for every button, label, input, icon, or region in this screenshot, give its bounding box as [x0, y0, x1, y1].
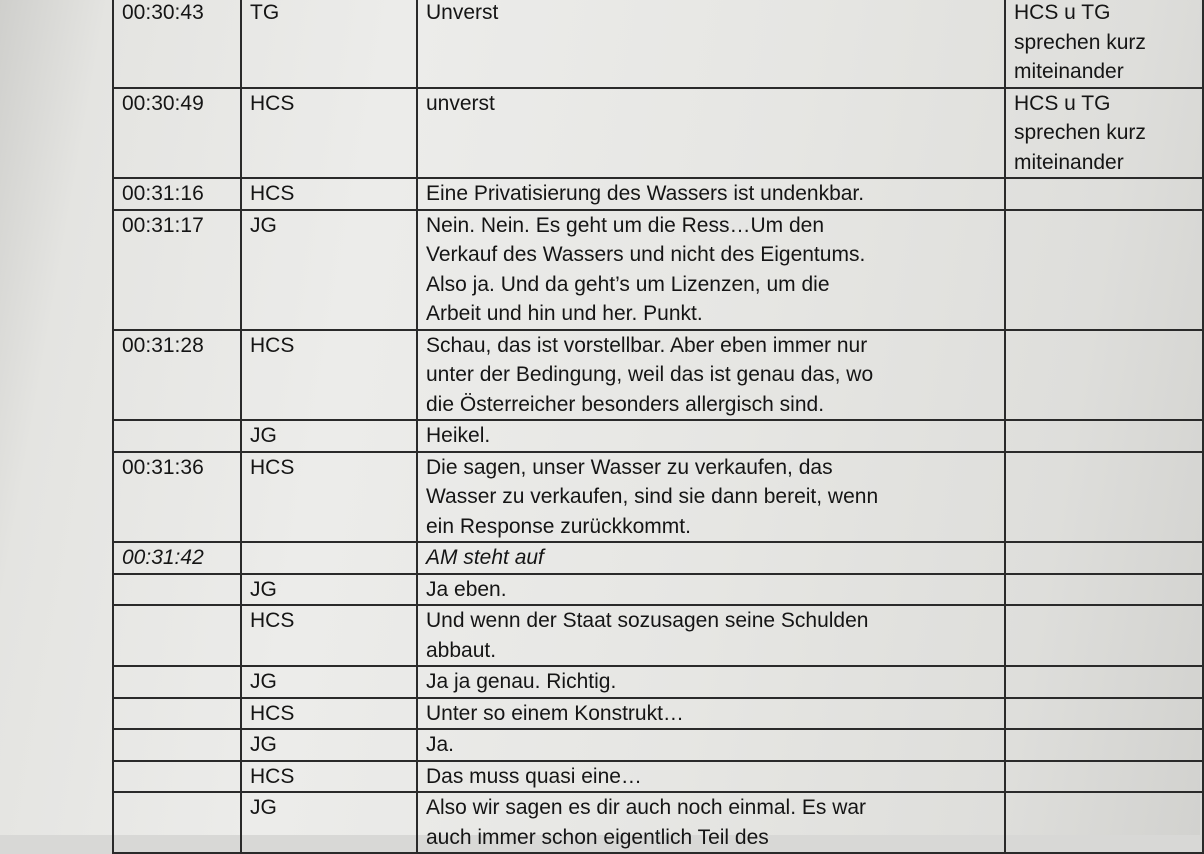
remark-line: miteinander	[1014, 150, 1124, 174]
table-row	[113, 542, 1203, 574]
speaker-cell: HCS	[241, 452, 417, 543]
timestamp-cell: 00:31:28	[113, 330, 241, 421]
utterance-line: Das muss quasi eine…	[426, 764, 642, 788]
remark-cell	[1005, 178, 1203, 210]
utterance-line: Nein. Nein. Es geht um die Ress…Um den	[426, 213, 825, 237]
utterance-cell	[417, 729, 1005, 761]
timestamp-cell	[113, 792, 241, 853]
utterance-line: Wasser zu verkaufen, sind sie dann bereit, wenn	[426, 485, 879, 508]
utterance-line: unverst	[426, 91, 495, 115]
timestamp-cell: 00:30:49	[113, 88, 241, 179]
table-row	[113, 178, 1203, 210]
speaker-cell: JG	[241, 574, 417, 606]
table-row	[113, 698, 1203, 730]
timestamp-cell	[113, 574, 241, 606]
utterance-cell	[417, 574, 1005, 606]
speaker-cell: HCS	[241, 698, 417, 730]
remark-line: sprechen kurz	[1014, 30, 1146, 54]
utterance-cell	[417, 330, 1005, 421]
transcript-body	[113, 0, 1203, 853]
utterance-line: abbaut.	[426, 638, 497, 662]
speaker-cell: HCS	[241, 178, 417, 210]
remark-line: sprechen kurz	[1014, 121, 1146, 144]
speaker-cell: TG	[241, 0, 417, 88]
timestamp-cell: 00:31:42	[113, 542, 241, 574]
remark-line: HCS u TG	[1014, 91, 1111, 115]
timestamp-cell: 00:31:17	[113, 210, 241, 330]
utterance-line: ein Response zurückkommt.	[426, 514, 691, 538]
timestamp-cell	[113, 420, 241, 452]
utterance-line: auch immer schon eigentlich Teil des	[426, 825, 769, 849]
timestamp-cell	[113, 729, 241, 761]
remark-cell	[1005, 0, 1203, 88]
speaker-cell	[241, 542, 417, 574]
speaker-cell: JG	[241, 729, 417, 761]
remark-cell	[1005, 452, 1203, 543]
utterance-line: Also ja. Und da geht’s um Lizenzen, um die	[426, 272, 830, 296]
remark-cell	[1005, 88, 1203, 179]
remark-line: miteinander	[1014, 60, 1124, 83]
table-row	[113, 88, 1203, 179]
speaker-cell: JG	[241, 210, 417, 330]
utterance-line: Also wir sagen es dir auch noch einmal. Es war	[426, 796, 867, 819]
transcript-table	[112, 0, 1204, 854]
remark-cell	[1005, 792, 1203, 853]
utterance-cell	[417, 761, 1005, 793]
speaker-cell: JG	[241, 792, 417, 853]
utterance-cell	[417, 420, 1005, 452]
speaker-cell: JG	[241, 666, 417, 698]
remark-cell	[1005, 605, 1203, 666]
utterance-line: Die sagen, unser Wasser zu verkaufen, das	[426, 455, 833, 479]
utterance-cell	[417, 210, 1005, 330]
table-row	[113, 330, 1203, 421]
utterance-line: Verkauf des Wassers und nicht des Eigentums.	[426, 243, 866, 266]
utterance-line: Und wenn der Staat sozusagen seine Schulden	[426, 609, 869, 632]
table-row	[113, 420, 1203, 452]
remark-cell	[1005, 542, 1203, 574]
remark-cell	[1005, 210, 1203, 330]
speaker-cell: HCS	[241, 761, 417, 793]
timestamp-cell	[113, 698, 241, 730]
speaker-cell: HCS	[241, 605, 417, 666]
table-row	[113, 666, 1203, 698]
utterance-line: AM steht auf	[426, 546, 544, 569]
remark-cell	[1005, 698, 1203, 730]
table-row	[113, 0, 1203, 88]
utterance-cell	[417, 0, 1005, 88]
remark-cell	[1005, 420, 1203, 452]
remark-cell	[1005, 761, 1203, 793]
utterance-line: Unter so einem Konstrukt…	[426, 701, 684, 725]
remark-cell	[1005, 666, 1203, 698]
remark-cell	[1005, 574, 1203, 606]
utterance-line: die Österreicher besonders allergisch sind.	[426, 392, 825, 416]
utterance-cell	[417, 698, 1005, 730]
speaker-cell: HCS	[241, 330, 417, 421]
utterance-line: Ja.	[426, 733, 455, 756]
timestamp-cell: 00:30:43	[113, 0, 241, 88]
remark-line: HCS u TG	[1014, 1, 1111, 24]
timestamp-cell	[113, 605, 241, 666]
utterance-cell	[417, 666, 1005, 698]
utterance-cell	[417, 605, 1005, 666]
utterance-line: Arbeit und hin und her. Punkt.	[426, 302, 703, 325]
table-row	[113, 761, 1203, 793]
table-row	[113, 210, 1203, 330]
timestamp-cell: 00:31:36	[113, 452, 241, 543]
table-row	[113, 574, 1203, 606]
speaker-cell: JG	[241, 420, 417, 452]
utterance-line: Ja eben.	[426, 577, 507, 601]
remark-cell	[1005, 729, 1203, 761]
table-row	[113, 729, 1203, 761]
utterance-cell	[417, 88, 1005, 179]
table-row	[113, 792, 1203, 853]
timestamp-cell	[113, 666, 241, 698]
utterance-cell	[417, 178, 1005, 210]
utterance-line: Eine Privatisierung des Wassers ist undenkbar.	[426, 182, 865, 205]
utterance-cell	[417, 792, 1005, 853]
table-row	[113, 452, 1203, 543]
utterance-line: Unverst	[426, 1, 499, 24]
utterance-cell	[417, 452, 1005, 543]
utterance-line: Ja ja genau. Richtig.	[426, 670, 617, 693]
speaker-cell: HCS	[241, 88, 417, 179]
table-row	[113, 605, 1203, 666]
utterance-cell	[417, 542, 1005, 574]
remark-cell	[1005, 330, 1203, 421]
utterance-line: unter der Bedingung, weil das ist genau das, wo	[426, 363, 874, 386]
timestamp-cell: 00:31:16	[113, 178, 241, 210]
utterance-line: Schau, das ist vorstellbar. Aber eben immer nur	[426, 333, 868, 357]
utterance-line: Heikel.	[426, 424, 491, 447]
timestamp-cell	[113, 761, 241, 793]
